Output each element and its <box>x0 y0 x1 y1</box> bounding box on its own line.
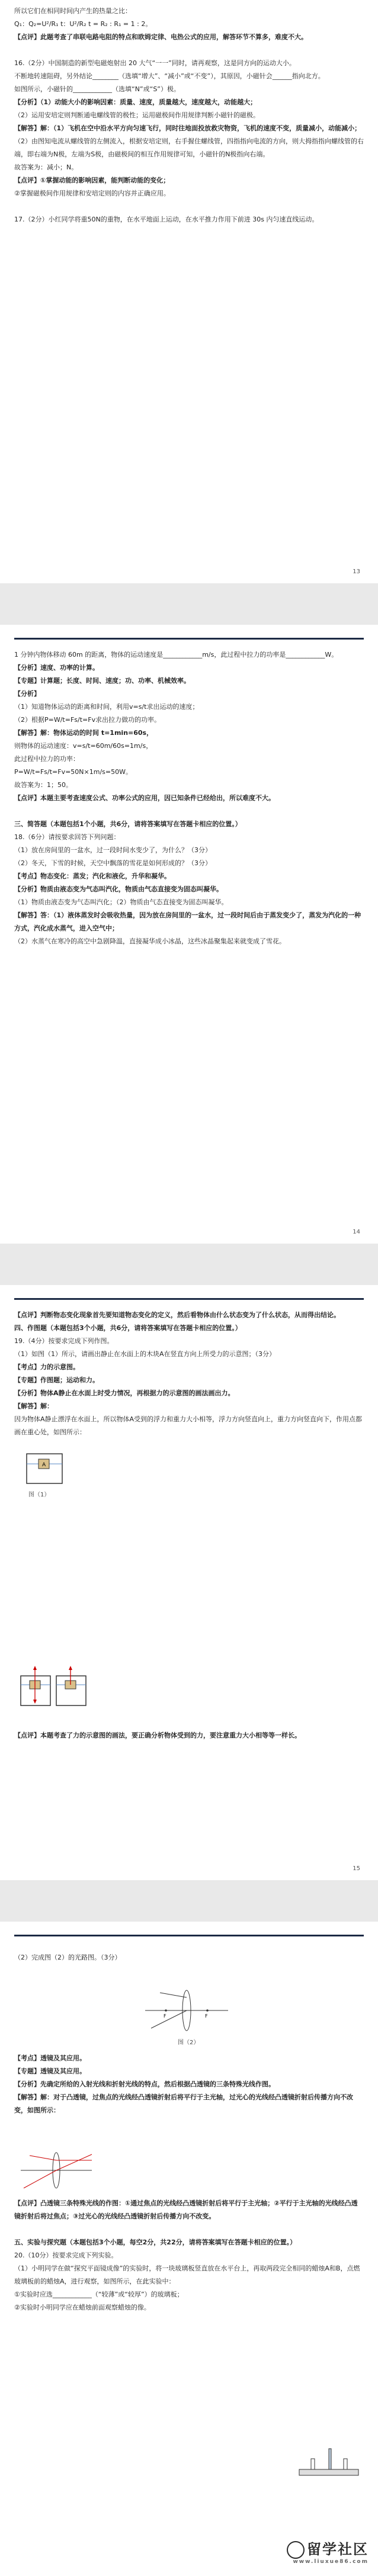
figure-2-convex-lens <box>142 1987 231 2034</box>
page-4 <box>0 1922 378 2576</box>
page-1 <box>0 0 378 583</box>
text-line: 16.（2分）中国制造的新型电磁炮射出 20 大气“一一”同时，请再观察，这是同方向的运动大小。 <box>14 59 296 67</box>
page-3-after-figure <box>14 1729 364 1742</box>
text-line: （1）如图（1）所示，请画出静止在水面上的木块A在竖直方向上所受力的示意图；（3分） <box>14 1350 276 1358</box>
text-line: 【分析】先确定所给的入射光线和折射光线的特点，然后根据凸透镜的三条特殊光线作图。 <box>14 2080 275 2088</box>
text-line: （2）由图知电流从螺线管的左侧流入，根据安培定则，右手握住螺线管，四指指向电流的方向，则大拇指指向螺线管的右端，即右端为N极，左端为S极，由磁极间的相互作用规律可知，小磁针的N极指向右端。 <box>14 137 364 158</box>
text-line: 【考点】力的示意图。 <box>14 1363 79 1371</box>
text-line: 【解答】解：对于凸透镜，过焦点的光线经凸透镜折射后将平行于主光轴，过光心的光线经凸透镜折射后传播方向不改变，如图所示： <box>14 2093 353 2114</box>
figure-1-block-in-water <box>24 1451 65 1486</box>
header-rule <box>14 1935 364 1936</box>
text-line: 17.（2分）小红同学将重50N的重物，在水平地面上运动，在水平推力作用下前进 30s 内匀速直线运动。 <box>14 216 319 223</box>
text-line: 不断地转速阻碍，另外结论________（选填“增大”、“减小”或“不变”），其原因，小磁针会______指向北方。 <box>14 72 325 80</box>
text-line: 20.（10分）按要求完成下列实验。 <box>14 2251 118 2259</box>
page-gap <box>0 1880 378 1922</box>
watermark-url: www.liuxue86.com <box>293 2559 369 2565</box>
page-3-content <box>14 1309 364 1439</box>
header-rule <box>14 638 364 640</box>
text-line: 【专题】作图题；运动和力。 <box>14 1376 99 1384</box>
text-line: （2）完成图（2）的光路图。（3分） <box>14 1954 121 1961</box>
text-line: 【点评】本题主要考查速度公式、功率公式的应用，因已知条件已经给出，所以难度不大。 <box>14 794 275 802</box>
text-line: （1）物质由液态变为气态叫汽化；（2）物质由气态直接变为固态叫凝华。 <box>14 898 228 906</box>
page-4-content <box>14 1951 364 1964</box>
page-number: 15 <box>353 1865 360 1872</box>
page-3 <box>0 1285 378 1880</box>
text-line: 【分析】速度、功率的计算。 <box>14 664 99 672</box>
text-line: 【分析】（1）动能大小的影响因素：质量、速度，质量越大，速度越大，动能越大； <box>14 98 257 106</box>
text-line: 【专题】计算题；长度、时间、速度；功、功率、机械效率。 <box>14 677 190 685</box>
text-line: 【考点】透镜及其应用。 <box>14 2054 86 2062</box>
text-line: （2）根据P=W/t=Fs/t=Fv求出拉力做功的功率。 <box>14 716 161 724</box>
svg-text:F: F <box>205 2013 208 2019</box>
text-line <box>14 2223 364 2236</box>
text-line: Q₁：Q₂=U²/R₁ t：U²/R₂ t = R₂ : R₁ = 1 : 2。 <box>14 20 152 28</box>
text-line: 四、作图题（本题包括3个小题，共6分，请将答案填写在答题卡相应的位置。） <box>14 1324 242 1332</box>
page-number: 13 <box>353 568 360 575</box>
text-line: 【解答】答：（1）液体蒸发时会吸收热量，因为放在房间里的一盆水，过一段时间后由于蒸发变少了，蒸发为汽化的一种方式，汽化成水蒸气，进入空气中； <box>14 911 361 932</box>
text-line: 【分析】物质由液态变为气态叫汽化，物质由气态直接变为固态叫凝华。 <box>14 885 223 893</box>
text-line: 19.（4分）按要求完成下列作图。 <box>14 1337 114 1345</box>
text-line: 【点评】①掌握动能的影响因素，能判断动能的变化； <box>14 176 170 184</box>
page-gap <box>0 1244 378 1285</box>
header-rule <box>14 1298 364 1300</box>
text-line: ①实验时应选____________（“较薄”或“较厚”）的玻璃板； <box>14 2291 184 2298</box>
page-number: 14 <box>353 1229 360 1235</box>
text-line: （2）水蒸气在寒冷的高空中急剧降温，直接凝华成小冰晶，这些冰晶聚集起来就变成了雪花。 <box>14 937 286 945</box>
figure-3-mirror-setup <box>296 2446 361 2481</box>
text-line: 【考点】物态变化：蒸发；汽化和液化，升华和凝华。 <box>14 872 171 880</box>
text-line: 1 分钟内物体移动 60m 的距离，物体的运动速度是____________m/s，此过程中拉力的功率是____________W。 <box>14 651 338 659</box>
text-line: ②掌握磁极间作用规律和安培定则的内容并正确应用。 <box>14 189 170 197</box>
text-line: 故答案为：1；50。 <box>14 781 72 789</box>
text-line: 【点评】此题考查了串联电路电阻的特点和欧姆定律、电热公式的应用，解答环节不算多，难度不大。 <box>14 33 307 41</box>
text-line <box>14 44 364 57</box>
page-1-content <box>14 5 364 226</box>
text-line: 18.（6分）请按要求回答下列问题： <box>14 833 120 841</box>
text-line: 【分析】 <box>14 690 40 698</box>
text-line: （1）放在房间里的一盆水，过一段时间水变少了，为什么？（3分） <box>14 846 212 854</box>
text-line: 五、实验与探究题（本题包括3个小题，每空2分，共22分，请将答案填写在答题卡相应的位置。） <box>14 2238 297 2246</box>
text-line: 【点评】凸透镜三条特殊光线的作图：①通过焦点的光线经凸透镜折射后将平行于主光轴；②平行于主光轴的光线经凸透镜折射后将过焦点；③过光心的光线经凸透镜折射后传播方向不改变。 <box>14 2199 358 2220</box>
text-line: （1）小明同学在做“探究平面镜成像”的实验时，将一块玻璃板竖直放在水平台上，再取两段完全相同的蜡烛A和B，点燃玻璃板前的蜡烛A，进行观察，如图所示，在此实验中： <box>14 2265 360 2285</box>
text-line: 因为物体A静止漂浮在水面上，所以物体A受到的浮力和重力大小相等，浮力方向竖直向上，重力方向竖直向下，作用点都画在重心处，如图所示： <box>14 1415 363 1436</box>
text-line: 如图所示，小磁针的____________（选填“N”或“S”）极。 <box>14 85 181 93</box>
page-4-analysis <box>14 2052 364 2117</box>
text-line <box>14 200 364 213</box>
text-line <box>14 805 364 818</box>
svg-text:F: F <box>164 2013 166 2019</box>
figure-2-answer-lens <box>18 2150 95 2191</box>
text-line: 三、简答题（本题包括1个小题，共6分，请将答案填写在答题卡相应的位置。） <box>14 820 242 828</box>
text-line: （2）运用安培定则判断通电螺线管的极性；运用磁极间作用规律判断小磁针的磁极。 <box>14 111 260 119</box>
text-line: （1）知道物体运动的距离和时间，利用v=s/t求出运动的速度； <box>14 703 199 711</box>
text-line: ②实验时小明同学应在蜡烛前面观察蜡烛的像。 <box>14 2304 150 2311</box>
text-line: 则物体的运动速度：v=s/t=60m/60s=1m/s， <box>14 742 153 750</box>
text-line: 所以它们在相同时间内产生的热量之比： <box>14 7 132 15</box>
text-line: 【点评】判断物态变化现象首先要知道物态变化的定义，然后看物体由什么状态变为了什么状态，从而得出结论。 <box>14 1311 340 1319</box>
text-line: 【点评】本题考查了力的示意图的画法，要正确分析物体受到的力，要注意重力大小相等等一样长。 <box>14 1732 301 1739</box>
text-line: 【解答】解：（1）飞机在空中沿水平方向匀速飞行，同时往地面投放救灾物资，飞机的速度不变，质量减小，动能减小； <box>14 124 361 132</box>
page-gap <box>0 583 378 625</box>
figure-2-caption: 图（2） <box>178 2039 200 2046</box>
page-2-content <box>14 648 364 948</box>
text-line: 故答案为：减小；N。 <box>14 163 78 171</box>
text-line: 此过程中拉力的功率： <box>14 755 79 763</box>
page-4-after <box>14 2197 364 2314</box>
watermark-logo <box>287 2538 369 2565</box>
svg-text:A: A <box>42 1462 46 1468</box>
text-line: P=W/t=Fs/t=Fv=50N×1m/s=50W。 <box>14 768 132 776</box>
figure-1-caption: 图（1） <box>28 1492 50 1498</box>
watermark-icon <box>287 2541 305 2559</box>
figure-1-answer-forces <box>18 1664 89 1711</box>
text-line: （2）冬天，下雪的时候，天空中飘落的雪花是如何形成的？（3分） <box>14 859 212 867</box>
text-line: 【专题】透镜及其应用。 <box>14 2067 86 2075</box>
text-line: 【解答】解： <box>14 1402 53 1410</box>
page-2 <box>0 625 378 1244</box>
text-line: 【分析】物体A静止在水面上时受力情况，再根据力的示意图的画法画出力。 <box>14 1389 235 1397</box>
watermark-text: 留学社区 <box>307 2541 369 2558</box>
text-line: 【解答】解：物体运动的时间 t=1min=60s， <box>14 729 153 737</box>
